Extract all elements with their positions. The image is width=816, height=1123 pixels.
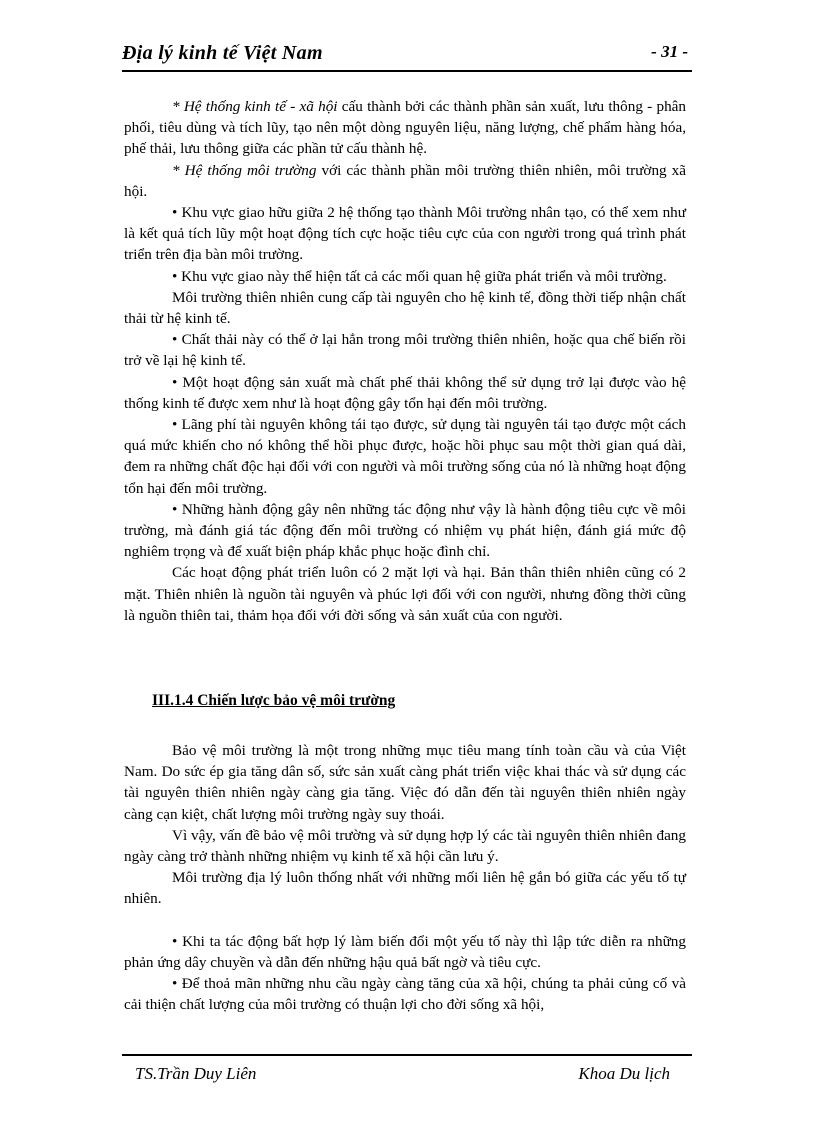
italic-term: * Hệ thống môi trường [172,161,317,179]
paragraph: • Khu vực giao này thể hiện tất cả các mối quan hệ giữa phát triển và môi trường. [172,267,667,285]
paragraph-text: với các thành phần môi trường thiên nhiên, môi trường xã hội. [124,161,687,200]
footer-author: TS.Trần Duy Liên [135,1064,257,1083]
paragraph: • Lãng phí tài nguyên không tái tạo được, sử dụng tài nguyên tái tạo được một cách quá mức khiến cho nó không thể hồi phục được, hoặc hồi phục sau một thời gian quá dài, đem ra những chất độc hại đối với con người và môi trường sống của nó là những hoạt động tổn hại đến môi trường. [124,416,686,497]
footer-divider [122,1054,692,1056]
section-heading: III.1.4 Chiến lược bảo vệ môi trường [152,692,396,709]
paragraph [124,96,686,160]
paragraph [124,160,686,202]
body-text [124,96,686,626]
footer-department: Khoa Du lịch [578,1064,670,1083]
paragraph: • Chất thải này có thể ở lại hẳn trong môi trường thiên nhiên, hoặc qua chế biến rồi trở về lại hệ kinh tế. [124,331,686,370]
paragraph: Bảo vệ môi trường là một trong những mục tiêu mang tính toàn cầu và của Việt Nam. Do sức ép gia tăng dân số, sức sản xuất càng phát triển việc khai thác và sử dụng các tài nguyên thiên nhiên ngày càng gia tăng. Việc đó dẫn đến tài nguyên thiên nhiên ngày càng cạn kiệt, chất lượng môi trường ngày suy thoái. [124,742,686,823]
paragraph: Môi trường địa lý luôn thống nhất với những mối liên hệ gắn bó giữa các yếu tố tự nhiên. [124,869,686,908]
section-body-text [124,740,686,1015]
paragraph: • Để thoả mãn những nhu cầu ngày càng tăng của xã hội, chúng ta phải củng cố và cải thiện chất lượng của môi trường có thuận lợi cho đời sống xã hội, [124,975,686,1014]
paragraph-text: cấu thành bởi các thành phần sản xuất, lưu thông - phân phối, tiêu dùng và tích lũy, tạo nên một dòng nguyên liệu, năng lượng, chế phẩm hàng hóa, phế thải, lưu thông giữa các phần tử cấu thành hệ. [124,98,686,158]
paragraph: Vì vậy, vấn đề bảo vệ môi trường và sử dụng hợp lý các tài nguyên thiên nhiên đang ngày càng trở thành những nhiệm vụ kinh tế xã hội cần lưu ý. [124,826,686,866]
page-header [122,40,692,72]
paragraph: • Khu vực giao hữu giữa 2 hệ thống tạo thành Môi trường nhân tạo, có thể xem như là kết quả tích lũy một hoạt động tích cực hoặc tiêu cực của con người trong quá trình phát triển trên địa bàn môi trường. [124,204,686,264]
paragraph: • Một hoạt động sản xuất mà chất phế thải không thể sử dụng trở lại được vào hệ thống kinh tế được xem như là hoạt động gây tổn hại đến môi trường. [124,373,686,412]
header-title: Địa lý kinh tế Việt Nam [122,42,323,64]
paragraph: Môi trường thiên nhiên cung cấp tài nguyên cho hệ kinh tế, đồng thời tiếp nhận chất thải từ hệ kinh tế. [124,288,686,328]
paragraph: Các hoạt động phát triển luôn có 2 mặt lợi và hại. Bản thân thiên nhiên cũng có 2 mặt. Thiên nhiên là nguồn tài nguyên và phúc lợi đối với con người, nhưng đồng thời cũng là nguồn thiên tai, thảm họa đối với đời sống và sản xuất của con người. [124,564,686,624]
paragraph: • Những hành động gây nên những tác động như vậy là hành động tiêu cực về môi trường, mà đánh giá tác động đến môi trường có nhiệm vụ phát hiện, đánh giá mức độ nghiêm trọng và để xuất biện pháp khắc phục hoặc đình chỉ. [124,500,686,561]
page-number: - 31 - [651,42,688,61]
italic-term: * Hệ thống kinh tế - xã hội [172,98,338,115]
paragraph: • Khi ta tác động bất hợp lý làm biến đổi một yếu tố này thì lập tức diễn ra những phản ứng dây chuyền và dẫn đến những hậu quả bất ngờ và tiêu cực. [124,932,686,971]
